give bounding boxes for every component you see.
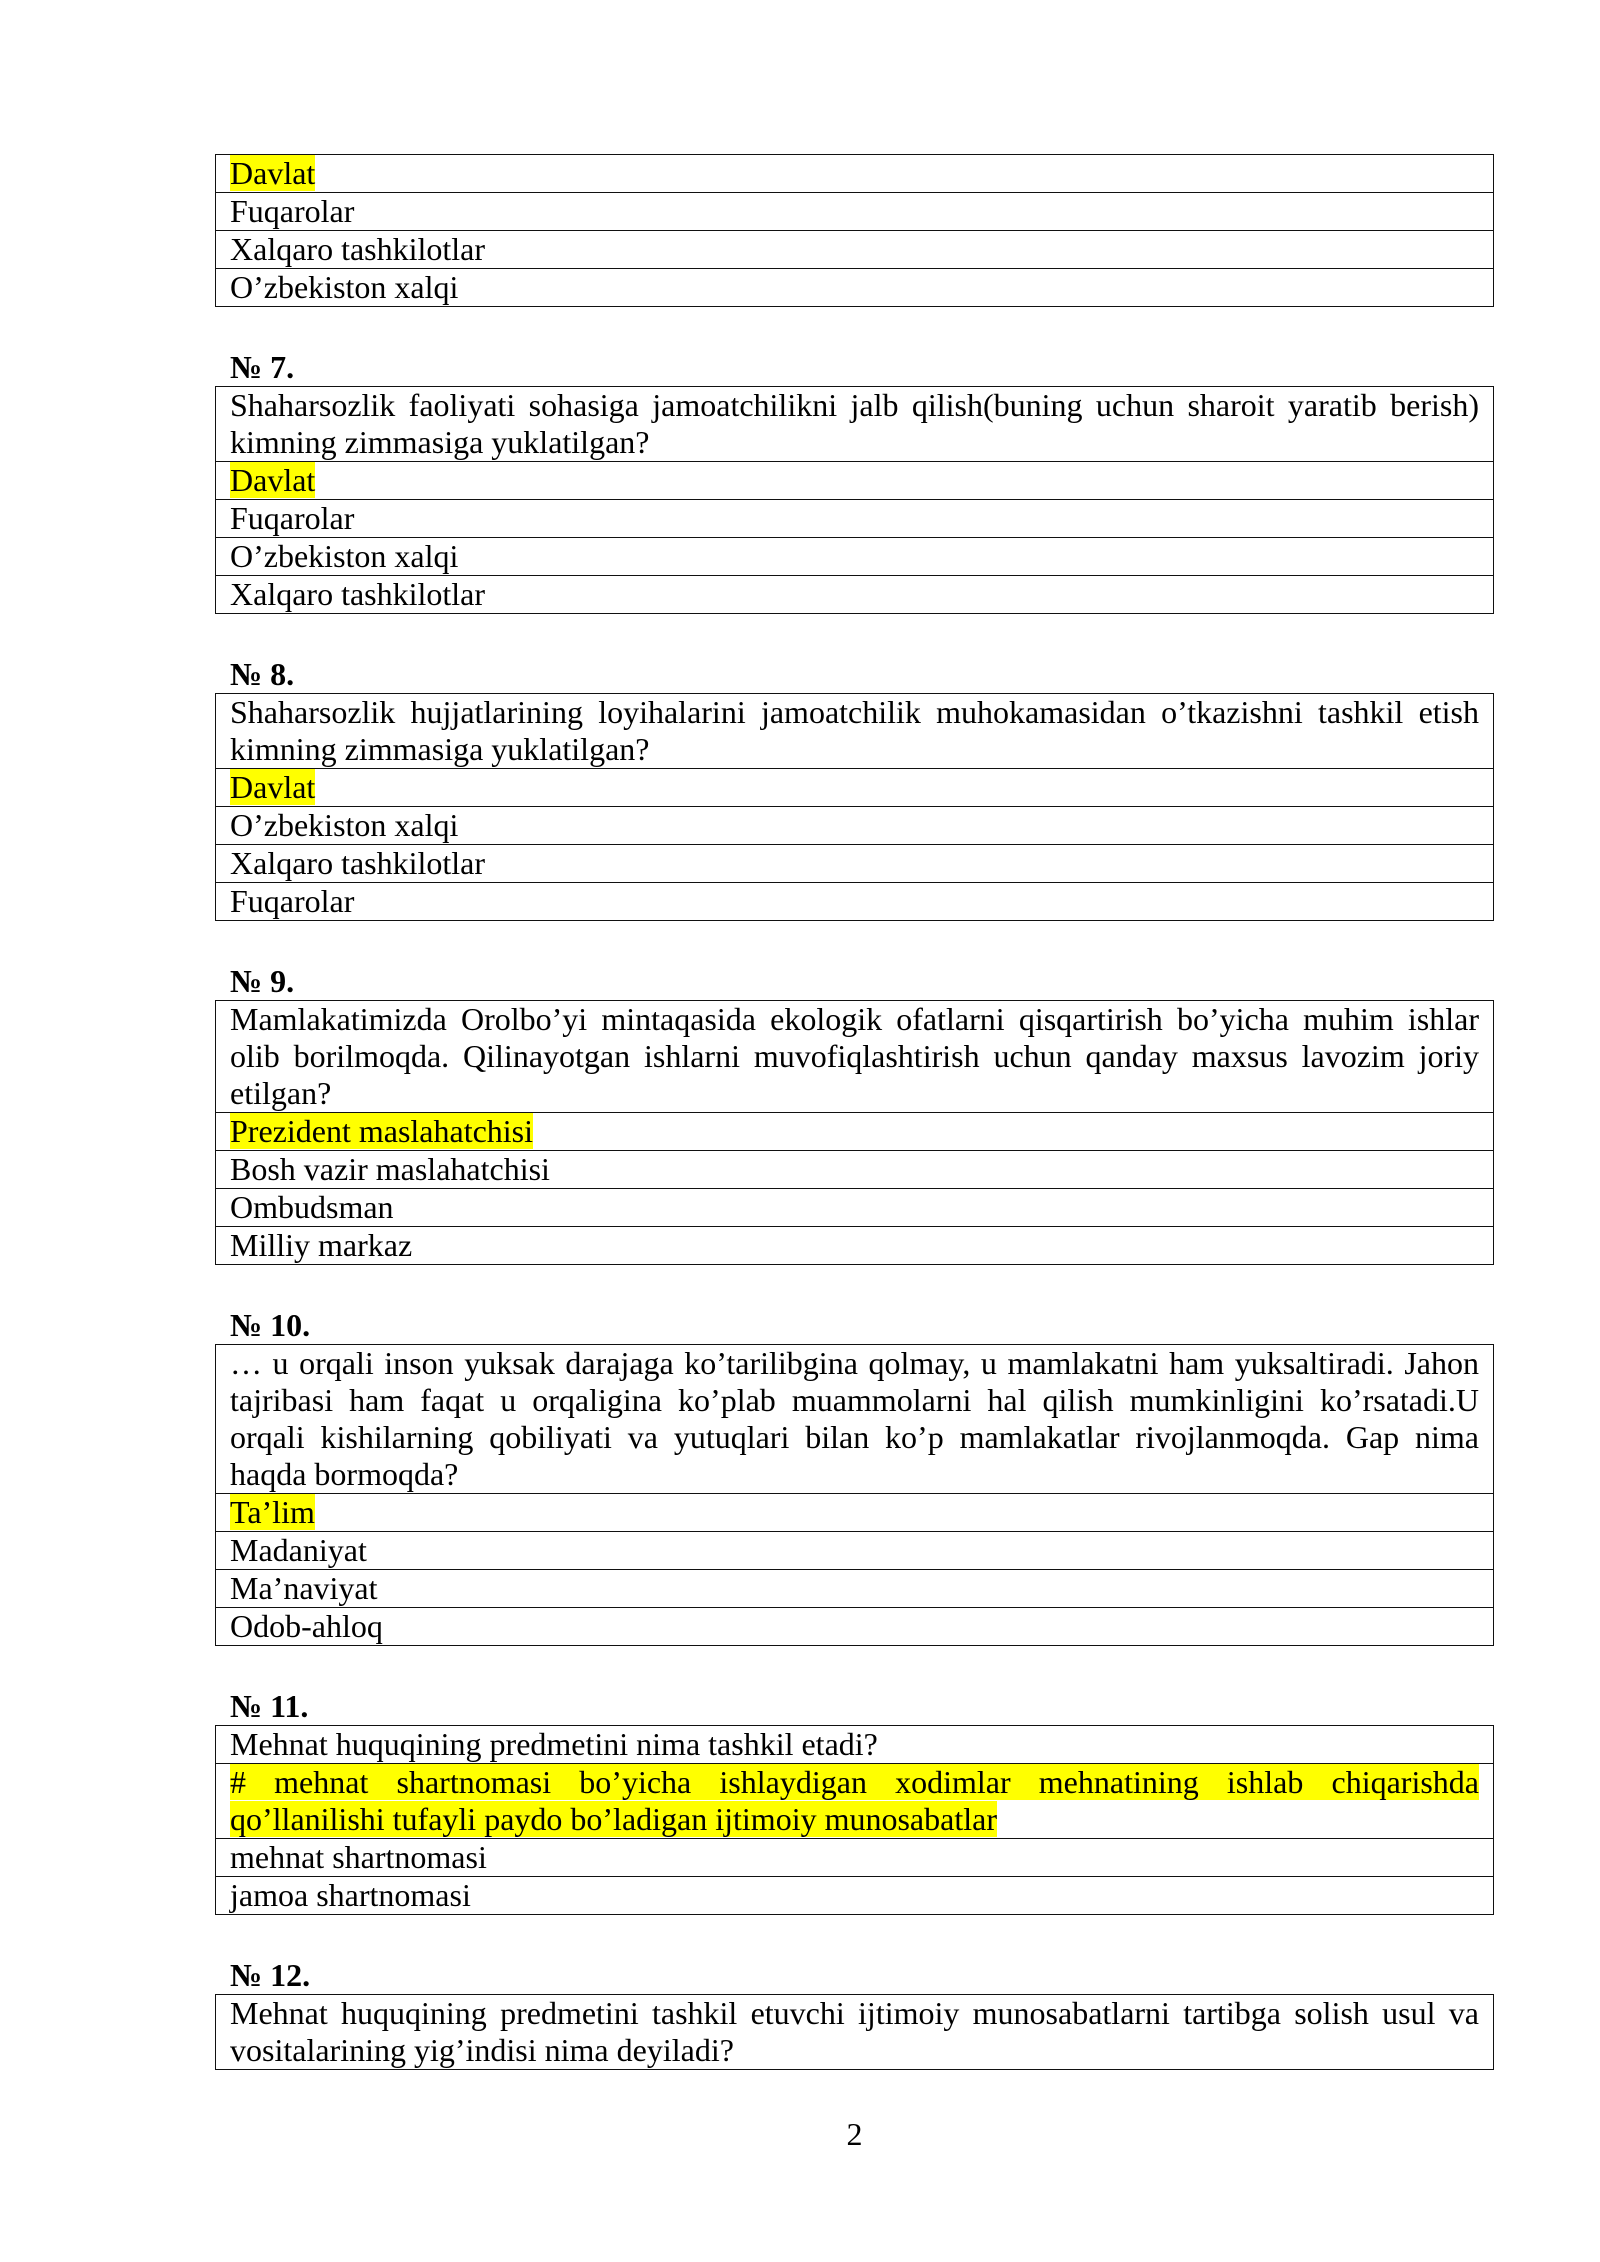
answer-option: O’zbekiston xalqi xyxy=(216,807,1494,845)
answer-option: O’zbekiston xalqi xyxy=(216,538,1494,576)
question-number: № 11. xyxy=(230,1688,309,1724)
question-cell: Mamlakatimizda Orolbo’yi mintaqasida ekologik ofatlarni qisqartirish bo’yicha muhim ishlar olib borilmoqda. Qilinayotgan ishlarni muvofiqlashtirish uchun qanday maxsus lavozim joriy etilgan? xyxy=(216,1001,1494,1113)
question-number: № 10. xyxy=(230,1307,311,1343)
page-content xyxy=(215,154,1494,2070)
page-number: 2 xyxy=(846,2116,863,2152)
answer-option: mehnat shartnomasi xyxy=(216,1839,1494,1877)
question-cell: Mehnat huquqining predmetini nima tashkil etadi? xyxy=(216,1726,1494,1764)
question-table xyxy=(215,1725,1494,1915)
answer-option: Xalqaro tashkilotlar xyxy=(216,231,1494,269)
answer-option: Xalqaro tashkilotlar xyxy=(216,845,1494,883)
correct-answer-option xyxy=(216,155,1494,193)
answer-option: Xalqaro tashkilotlar xyxy=(216,576,1494,614)
answer-option: Fuqarolar xyxy=(216,883,1494,921)
question-cell: Mehnat huquqining predmetini tashkil etuvchi ijtimoiy munosabatlarni tartibga solish usul va vositalarining yig’indisi nima deyiladi? xyxy=(216,1995,1494,2070)
answer-highlight: Davlat xyxy=(230,155,316,191)
answer-option: Madaniyat xyxy=(216,1532,1494,1570)
answer-highlight: Ta’lim xyxy=(230,1494,315,1530)
answer-option: Odob-ahloq xyxy=(216,1608,1494,1646)
answer-highlight: Prezident maslahatchisi xyxy=(230,1113,534,1149)
question-number: № 8. xyxy=(230,656,295,692)
answer-option: Ma’naviyat xyxy=(216,1570,1494,1608)
question-cell: Shaharsozlik faoliyati sohasiga jamoatchilikni jalb qilish(buning uchun sharoit yaratib berish) kimning zimmasiga yuklatilgan? xyxy=(216,387,1494,462)
answer-option: Bosh vazir maslahatchisi xyxy=(216,1151,1494,1189)
answer-option: O’zbekiston xalqi xyxy=(216,269,1494,307)
answer-table xyxy=(215,154,1494,307)
question-number: № 9. xyxy=(230,963,295,999)
question-table xyxy=(215,693,1494,921)
question-number: № 12. xyxy=(230,1957,311,1993)
question-table xyxy=(215,1994,1494,2070)
answer-highlight: # mehnat shartnomasi bo’yicha ishlaydigan xodimlar mehnatining ishlab chiqarishda qo’llanilishi tufayli paydo bo’ladigan ijtimoiy munosabatlar xyxy=(230,1764,1479,1837)
correct-answer-option xyxy=(216,1764,1494,1839)
question-table xyxy=(215,386,1494,614)
answer-option: Fuqarolar xyxy=(216,500,1494,538)
answer-option: Milliy markaz xyxy=(216,1227,1494,1265)
answer-option: jamoa shartnomasi xyxy=(216,1877,1494,1915)
question-cell: Shaharsozlik hujjatlarining loyihalarini jamoatchilik muhokamasidan o’tkazishni tashkil etish kimning zimmasiga yuklatilgan? xyxy=(216,694,1494,769)
answer-option: Fuqarolar xyxy=(216,193,1494,231)
correct-answer-option xyxy=(216,1113,1494,1151)
question-table xyxy=(215,1344,1494,1646)
correct-answer-option xyxy=(216,769,1494,807)
answer-highlight: Davlat xyxy=(230,462,316,498)
correct-answer-option xyxy=(216,1494,1494,1532)
answer-option: Ombudsman xyxy=(216,1189,1494,1227)
question-number: № 7. xyxy=(230,349,295,385)
question-table xyxy=(215,1000,1494,1265)
question-cell: … u orqali inson yuksak darajaga ko’tarilibgina qolmay, u mamlakatni ham yuksaltiradi. Jahon tajribasi ham faqat u orqaligina ko’plab muammolarni hal qilish mumkinligini ko’rsatadi.U orqali kishilarning qobiliyati va yutuqlari bilan ko’p mamlakatlar rivojlanmoqda. Gap nima haqda bormoqda? xyxy=(216,1345,1494,1494)
correct-answer-option xyxy=(216,462,1494,500)
answer-highlight: Davlat xyxy=(230,769,316,805)
